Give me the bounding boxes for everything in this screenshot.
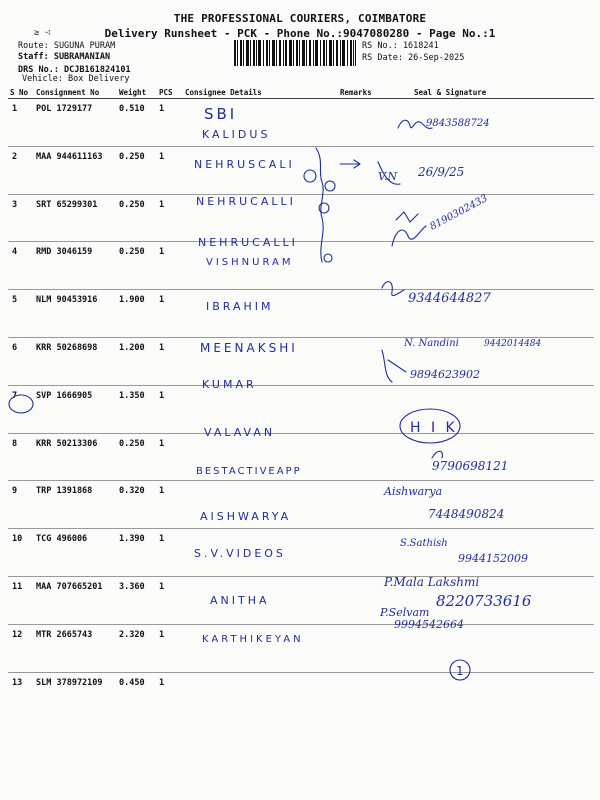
col-seal: Seal & Signature (396, 87, 594, 99)
drs-label: DRS No.: DCJB161824101 (18, 65, 131, 75)
row-consignment: RMD 3046159 (34, 242, 117, 290)
table-row (8, 99, 594, 147)
row-weight: 1.390 (117, 529, 157, 577)
handwritten-signature: P.Mala Lakshmi (384, 575, 480, 589)
row-remarks (338, 481, 396, 529)
handwritten-signature: S.Sathish (400, 538, 448, 549)
row-weight: 1.900 (117, 290, 157, 338)
row-seal (396, 385, 594, 433)
row-weight: 0.250 (117, 194, 157, 242)
handwritten-name: KARTHIKEYAN (202, 634, 304, 645)
table-row (8, 529, 594, 577)
row-pcs: 1 (157, 146, 183, 194)
handwritten-name: VALAVAN (204, 426, 276, 439)
row-pcs: 1 (157, 576, 183, 624)
row-consignee (183, 194, 338, 242)
row-consignment: SVP 1666905 (34, 385, 117, 433)
row-pcs: 1 (157, 290, 183, 338)
row-consignee (183, 99, 338, 147)
handwritten-signature: N. Nandini (404, 338, 459, 349)
row-seal (396, 672, 594, 719)
row-consignment: MAA 707665201 (34, 576, 117, 624)
rs-info (362, 40, 464, 64)
row-remarks (338, 146, 396, 194)
row-pcs: 1 (157, 624, 183, 672)
row-consignment: MAA 944611163 (34, 146, 117, 194)
row-pcs: 1 (157, 385, 183, 433)
page-mark-text: 1 (456, 664, 464, 678)
row-sno: 12 (8, 624, 34, 672)
row-consignment: MTR 2665743 (34, 624, 117, 672)
row-weight: 0.250 (117, 242, 157, 290)
handwritten-phone: 8220733616 (436, 592, 532, 610)
handwritten-name: S.V.VIDEOS (194, 547, 286, 560)
handwritten-name: NEHRUCALLI (198, 236, 298, 249)
row-seal (396, 290, 594, 338)
row-pcs: 1 (157, 99, 183, 147)
handwritten-name: ANITHA (210, 594, 270, 607)
staff-label: Staff: SUBRAMANIAN (18, 52, 111, 62)
handwritten-name: KUMAR (202, 378, 257, 391)
handwritten-name: SBI (204, 105, 238, 123)
row-consignee (183, 337, 338, 385)
row-seal (396, 242, 594, 290)
row-consignment: SLM 378972109 (36, 677, 103, 688)
row-remarks (338, 385, 396, 433)
row-sno: 2 (8, 146, 34, 194)
row-weight: 1.200 (117, 337, 157, 385)
row-seal (396, 576, 594, 624)
handwritten-phone: 9994542664 (394, 618, 464, 631)
handwritten-phone: 8190302433 (428, 193, 490, 233)
row-pcs: 1 (157, 433, 183, 481)
handwritten-phone: 9344644827 (408, 291, 491, 306)
row-weight: 0.250 (117, 146, 157, 194)
table-row (8, 385, 594, 433)
row-pcs: 1 (159, 677, 165, 688)
row-remarks (338, 337, 396, 385)
row-sno: 13 (12, 677, 23, 688)
row-consignee (183, 242, 338, 290)
col-weight: Weight (117, 87, 157, 99)
row-consignee (183, 576, 338, 624)
row-sno: 9 (8, 481, 34, 529)
handwritten-name: IBRAHIM (206, 300, 274, 313)
row-pcs: 1 (157, 481, 183, 529)
row-pcs: 1 (157, 194, 183, 242)
row-sno: 11 (8, 576, 34, 624)
handwritten-name: MEENAKSHI (200, 341, 298, 355)
rs-date: RS Date: 26-Sep-2025 (362, 53, 465, 63)
stamp-text: H I K (410, 420, 458, 436)
handwritten-name: VISHNURAM (206, 257, 294, 268)
handwritten-name: BESTACTIVEAPP (196, 466, 302, 477)
row-remarks (338, 624, 396, 672)
row-pcs: 1 (157, 337, 183, 385)
row-weight: 0.510 (117, 99, 157, 147)
row-sno: 1 (8, 99, 34, 147)
handwritten-phone: 9944152009 (458, 552, 528, 565)
row-seal (396, 433, 594, 481)
handwritten-signature: P.Selvam (380, 606, 430, 619)
row-remarks (338, 529, 396, 577)
row-weight: 0.450 (119, 677, 145, 688)
handwritten-signature: V.N (378, 170, 398, 183)
row-remarks (338, 433, 396, 481)
col-remarks: Remarks (338, 87, 396, 99)
row-seal (396, 337, 594, 385)
row-consignee (183, 290, 338, 338)
row-consignee (183, 433, 338, 481)
handwritten-signature: Aishwarya (384, 485, 443, 498)
row-seal (396, 624, 594, 672)
table-header-row (8, 87, 594, 99)
handwritten-name: AISHWARYA (200, 510, 292, 523)
row-sno: 3 (8, 194, 34, 242)
row-remarks (338, 290, 396, 338)
row-sno: 4 (8, 242, 34, 290)
row-remarks (338, 672, 396, 719)
row-sno: 5 (8, 290, 34, 338)
col-sno: S No (8, 87, 34, 99)
row-remarks (338, 576, 396, 624)
table-row (8, 194, 594, 242)
handwritten-name: NEHRUSCALI (194, 158, 295, 171)
table-row (8, 672, 594, 719)
row-weight: 1.350 (117, 385, 157, 433)
row-weight: 2.320 (117, 624, 157, 672)
row-consignee (183, 529, 338, 577)
row-seal (396, 146, 594, 194)
row-consignment: SRT 65299301 (34, 194, 117, 242)
row-seal (396, 99, 594, 147)
table-row (8, 146, 594, 194)
table-row (8, 624, 594, 672)
row-sno: 8 (8, 433, 34, 481)
row-consignee (183, 624, 338, 672)
table-row (8, 433, 594, 481)
row-sno: 10 (8, 529, 34, 577)
runsheet-subtitle: Delivery Runsheet - PCK - Phone No.:9047080280 - Page No.:1 (104, 27, 496, 40)
row-remarks (338, 194, 396, 242)
col-consignee: Consignee Details (183, 87, 338, 99)
handwritten-phone: 9790698121 (432, 459, 509, 473)
row-consignee (183, 672, 338, 719)
table-row (8, 576, 594, 624)
rs-number: RS No.: 1618241 (362, 41, 439, 51)
handwritten-name: NEHRUCALLI (196, 195, 296, 208)
handwritten-phone: 9442014484 (484, 339, 542, 349)
row-sno: 7 (8, 385, 34, 433)
row-seal (396, 529, 594, 577)
company-title: THE PROFESSIONAL COURIERS, COIMBATORE (173, 12, 427, 25)
row-consignee (183, 481, 338, 529)
row-consignee (183, 385, 338, 433)
row-consignment: KRR 50268698 (34, 337, 117, 385)
row-seal (396, 194, 594, 242)
row-consignment: TCG 496006 (34, 529, 117, 577)
handwritten-name: KALIDUS (202, 128, 271, 141)
table-row (8, 290, 594, 338)
row-consignment: POL 1729177 (34, 99, 117, 147)
runsheet-table (8, 87, 594, 719)
row-sno: 6 (8, 337, 34, 385)
row-pcs: 1 (157, 242, 183, 290)
col-consignment: Consignment No (34, 87, 117, 99)
row-pcs: 1 (157, 529, 183, 577)
handwritten-phone: 7448490824 (428, 507, 505, 521)
row-remarks (338, 99, 396, 147)
row-weight: 0.320 (117, 481, 157, 529)
row-weight: 3.360 (117, 576, 157, 624)
row-consignment: NLM 90453916 (34, 290, 117, 338)
corner-mark: ≥ ∹ (34, 28, 51, 38)
row-remarks (338, 242, 396, 290)
vehicle-label: Vehicle: Box Delivery (22, 74, 130, 84)
handwritten-phone: 9894623902 (410, 368, 480, 381)
row-weight: 0.250 (117, 433, 157, 481)
barcode-image (233, 40, 357, 66)
table-row (8, 481, 594, 529)
route-label: Route: SUGUNA PURAM (18, 41, 116, 51)
row-consignee (183, 146, 338, 194)
row-consignment: TRP 1391868 (34, 481, 117, 529)
table-row (8, 242, 594, 290)
table-row (8, 337, 594, 385)
row-consignment: KRR 50213306 (34, 433, 117, 481)
row-seal (396, 481, 594, 529)
handwritten-date: 26/9/25 (418, 165, 465, 179)
handwritten-phone: 9843588724 (426, 118, 490, 129)
col-pcs: PCS (157, 87, 183, 99)
